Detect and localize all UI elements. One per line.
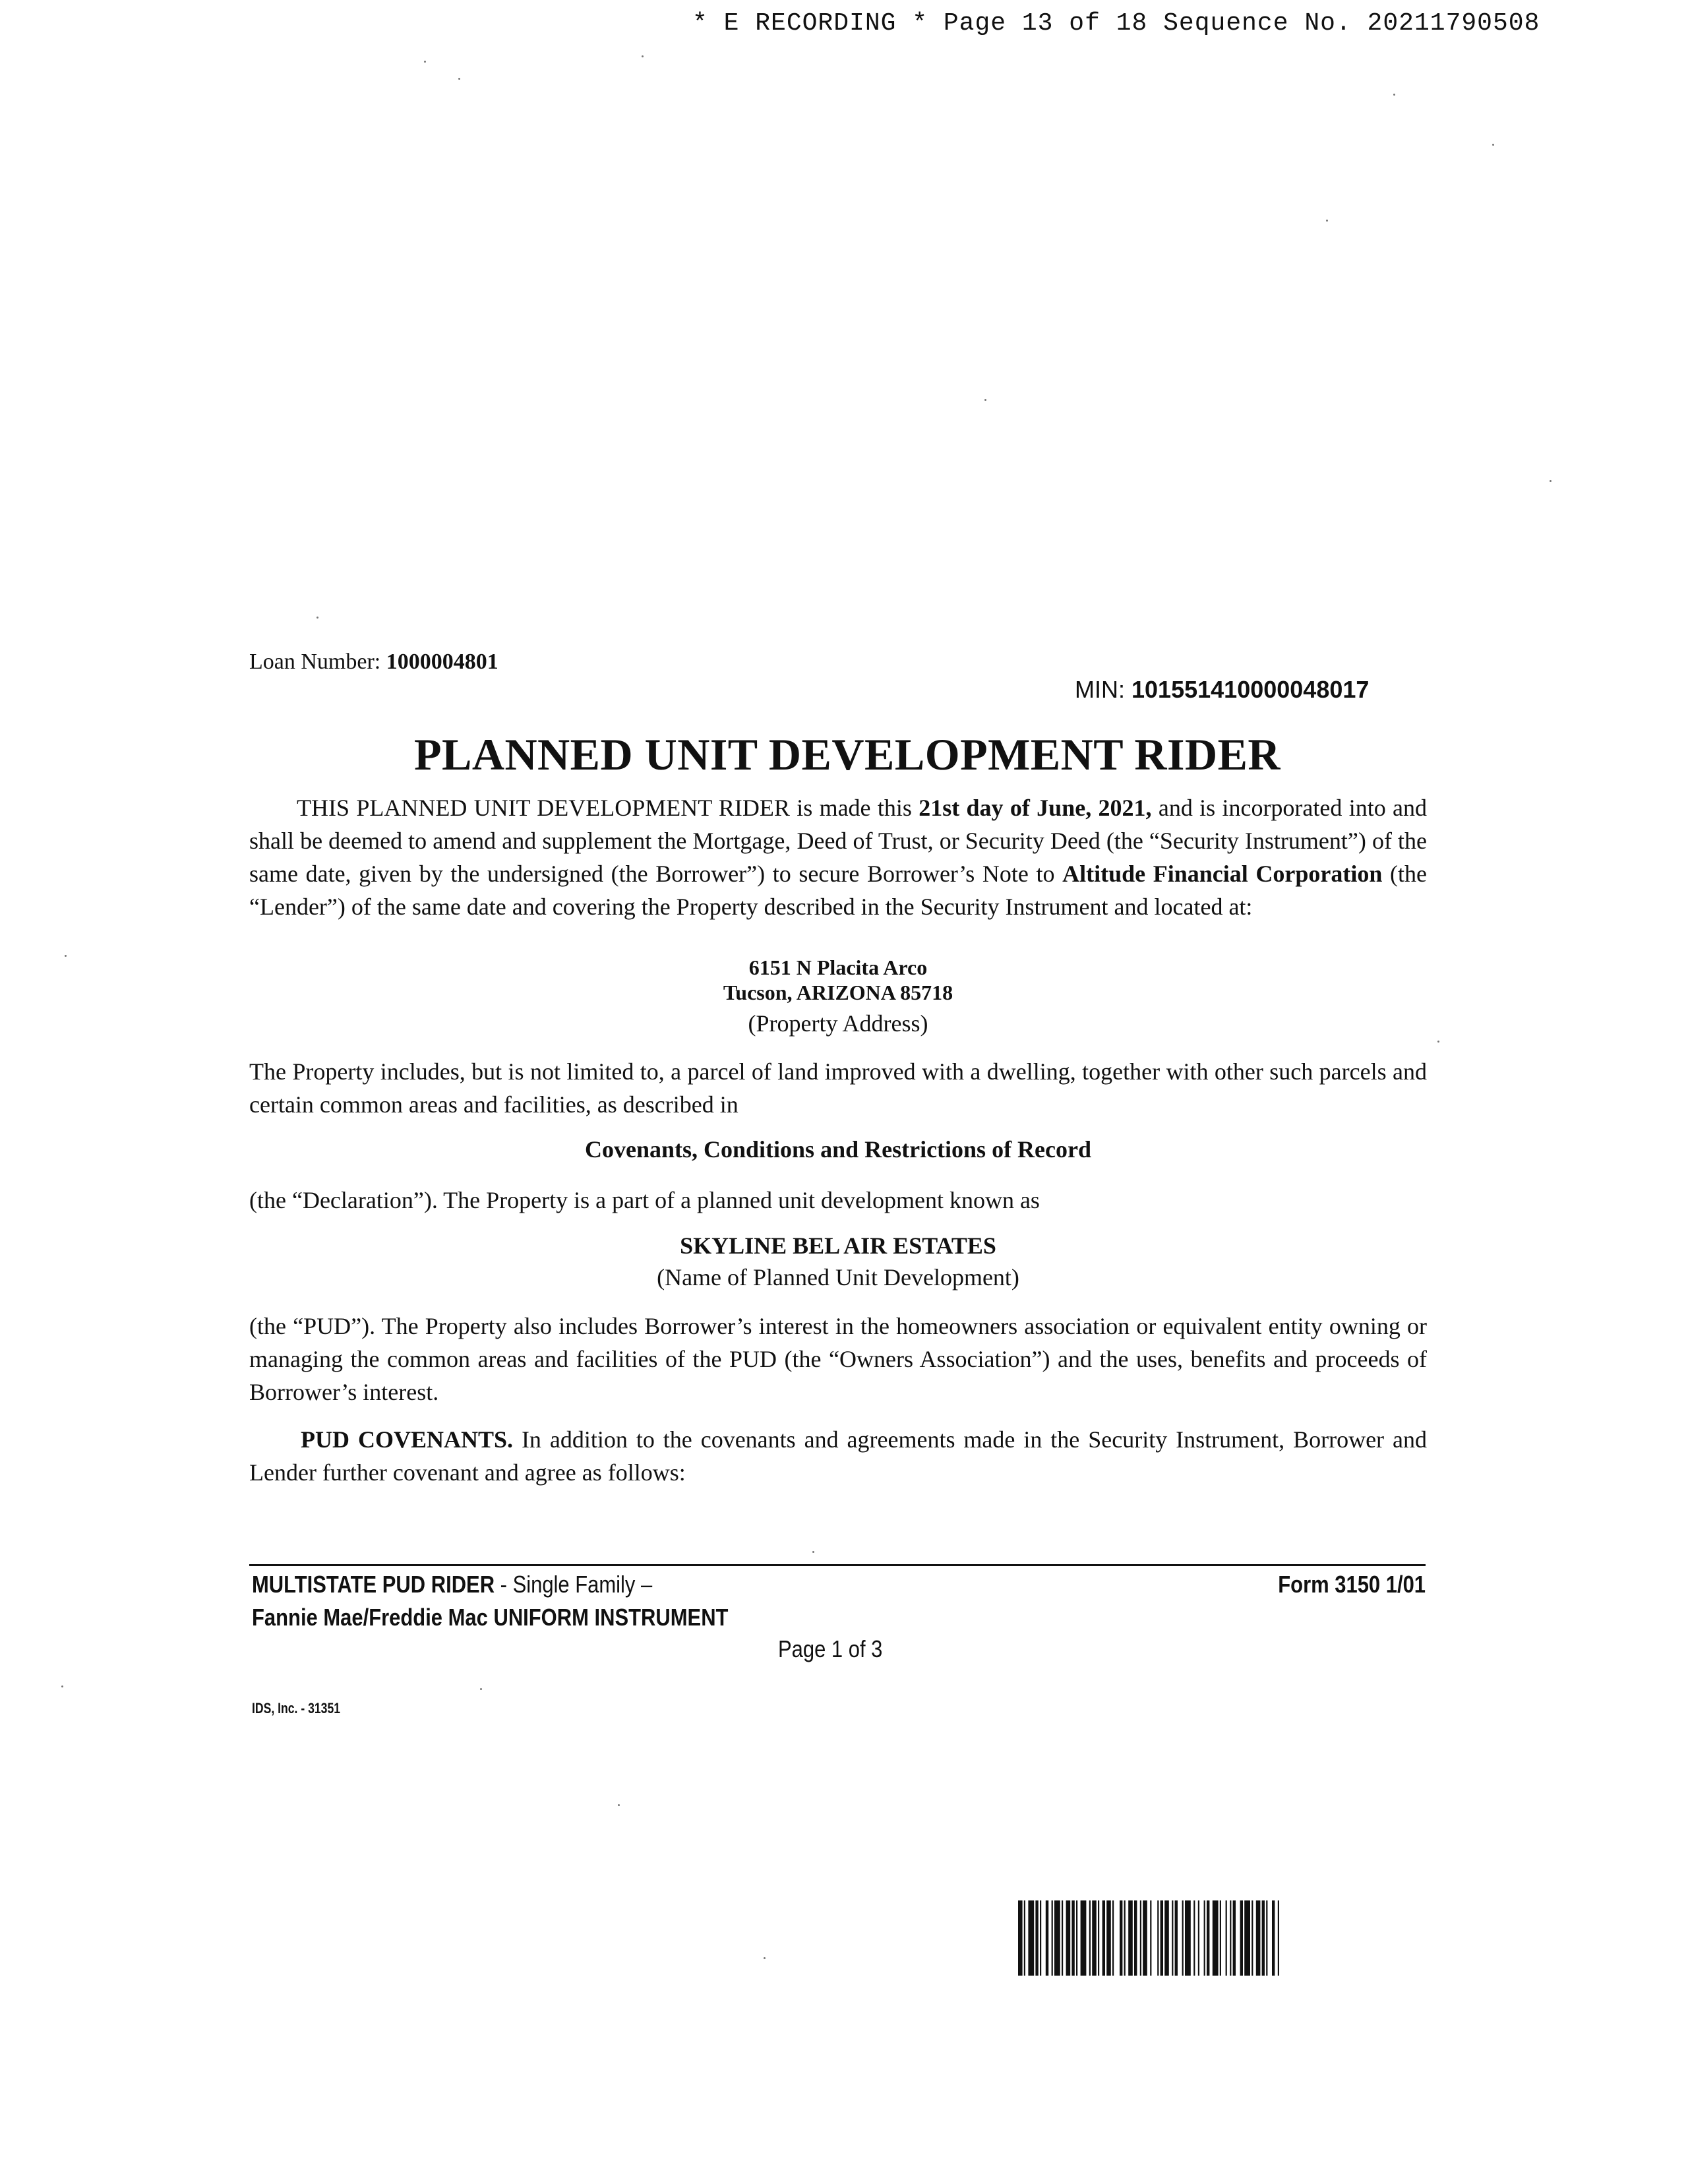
recording-header: * E RECORDING * Page 13 of 18 Sequence No. 20211790508 — [692, 9, 1540, 38]
page-number: Page 1 of 3 — [778, 1635, 883, 1662]
footer-divider — [249, 1564, 1426, 1566]
property-address-line1: 6151 N Placita Arco — [748, 956, 928, 979]
property-includes-paragraph: The Property includes, but is not limited to, a parcel of land improved with a dwelling, together with other such parcels and certain common areas and facilities, as described in — [249, 1058, 1427, 1118]
pud-paragraph: (the “PUD”). The Property also includes Borrower’s interest in the homeowners association or equivalent entity owning or managing the common areas and facilities of the PUD (the “Owners Association”) and the uses, benefits and proceeds of Borrower’s interest. — [249, 1313, 1427, 1405]
footer-form-title — [252, 1571, 652, 1598]
pud-covenants-heading: PUD COVENANTS. — [301, 1426, 513, 1453]
loan-number-label: Loan Number: — [249, 650, 381, 674]
pud-name-caption: (Name of Planned Unit Development) — [657, 1264, 1019, 1290]
loan-number — [249, 650, 498, 675]
intro-paragraph — [249, 791, 1427, 923]
declaration-title: Covenants, Conditions and Restrictions of Record — [584, 1136, 1092, 1163]
min-number — [1075, 676, 1369, 704]
footer-form-number: Form 3150 1/01 — [1278, 1571, 1426, 1598]
intro-text-3: (the “Lender”) of the same date and covering the Property described in the Security Instrument and located at: — [249, 861, 1428, 920]
footer-form-title-rest: - Single Family – — [495, 1571, 653, 1598]
ids-code: IDS, Inc. - 31351 — [252, 1700, 341, 1716]
property-address-line2: Tucson, ARIZONA 85718 — [723, 981, 953, 1004]
pud-covenants-text: In addition to the covenants and agreements made in the Security Instrument, Borrower and Lender further covenant and agree as follows: — [249, 1426, 1427, 1486]
pud-name: SKYLINE BEL AIR ESTATES — [680, 1232, 996, 1259]
loan-number-value: 1000004801 — [386, 650, 498, 674]
min-label: MIN: — [1075, 676, 1125, 703]
intro-text-1: THIS PLANNED UNIT DEVELOPMENT RIDER is made this — [297, 795, 919, 821]
intro-text-2: and is incorporated into and shall be deemed to amend and supplement the Mortgage, Deed of Trust, or Security Deed (the “Security Instrument”) of the same date, given by the undersigned (the Borrower”) to secure Borrower’s Note to — [249, 795, 1428, 887]
footer-form-title-bold: MULTISTATE PUD RIDER — [252, 1571, 495, 1598]
lender-name: Altitude Financial Corporation — [1062, 861, 1383, 887]
property-address-caption: (Property Address) — [748, 1010, 928, 1037]
min-value: 101551410000048017 — [1131, 676, 1370, 703]
rider-date: 21st day of June, 2021, — [919, 795, 1152, 821]
document-title: PLANNED UNIT DEVELOPMENT RIDER — [413, 729, 1281, 779]
pud-covenants-paragraph — [249, 1423, 1427, 1489]
barcode-image — [1018, 1900, 1427, 1976]
declaration-paragraph: (the “Declaration”). The Property is a part of a planned unit development known as — [249, 1187, 1040, 1213]
footer-instrument-title: Fannie Mae/Freddie Mac UNIFORM INSTRUMENT — [252, 1604, 729, 1631]
